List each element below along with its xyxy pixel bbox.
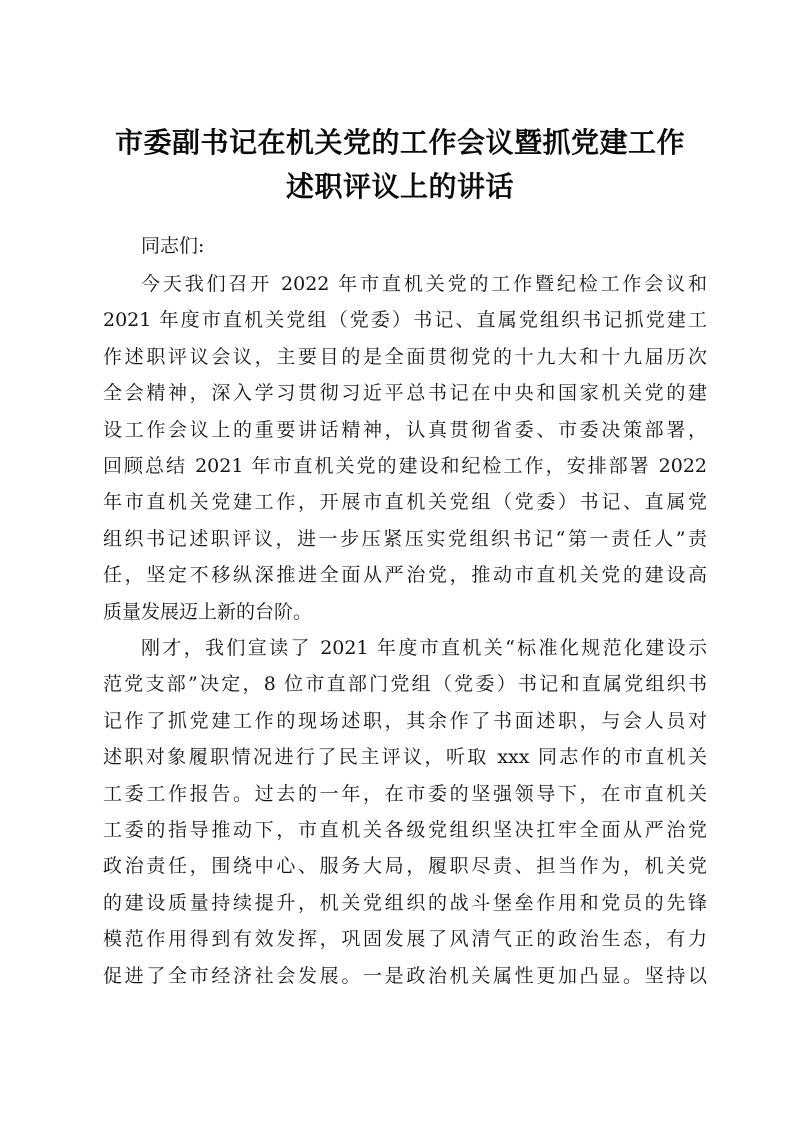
paragraph-line: 今天我们召开 2022 年市直机关党的工作暨纪检工作会议和 [141, 273, 707, 295]
paragraph-line: 的建设质量持续提升，机关党组织的战斗堡垒作用和党员的先锋 [103, 891, 707, 914]
paragraph-line: 作述职评议会议，主要目的是全面贯彻党的十九大和十九届历次 [103, 345, 707, 368]
paragraph-line: 政治责任，围绕中心、服务大局，履职尽责、担当作为，机关党 [103, 855, 707, 878]
paragraph-line: 工委的指导推动下，市直机关各级党组织坚决扛牢全面从严治党 [103, 818, 707, 841]
paragraph-line: 范党支部”决定，8 位市直部门党组（党委）书记和直属党组织书 [103, 673, 707, 696]
salutation: 同志们: [141, 235, 205, 257]
paragraph-line: 回顾总结 2021 年市直机关党的建设和纪检工作，安排部署 2022 [103, 454, 707, 477]
document-title-line-2: 述职评议上的讲话 [285, 170, 514, 203]
paragraph-line: 年市直机关党建工作，开展市直机关党组（党委）书记、直属党 [103, 491, 707, 514]
paragraph-line: 述职对象履职情况进行了民主评议，听取 xxx 同志作的市直机关 [103, 746, 707, 769]
paragraph-1 [103, 266, 707, 630]
paragraph-2 [103, 630, 707, 994]
document-title-line-1: 市委副书记在机关党的工作会议暨抓党建工作 [114, 126, 685, 159]
paragraph-line: 质量发展迈上新的台阶。 [103, 600, 313, 623]
paragraph-line: 模范作用得到有效发挥，巩固发展了风清气正的政治生态，有力 [103, 928, 707, 951]
paragraph-line: 设工作会议上的重要讲话精神，认真贯彻省委、市委决策部署， [103, 418, 707, 441]
paragraph-line: 工委工作报告。过去的一年，在市委的坚强领导下，在市直机关 [103, 782, 707, 805]
paragraph-line: 刚才，我们宣读了 2021 年度市直机关“标准化规范化建设示 [141, 637, 707, 659]
paragraph-line: 记作了抓党建工作的现场述职，其余作了书面述职，与会人员对 [103, 709, 707, 732]
paragraph-line: 全会精神，深入学习贯彻习近平总书记在中央和国家机关党的建 [103, 382, 707, 405]
paragraph-line: 组织书记述职评议，进一步压紧压实党组织书记“第一责任人”责 [103, 527, 707, 550]
paragraph-line: 促进了全市经济社会发展。一是政治机关属性更加凸显。坚持以 [103, 964, 707, 987]
paragraph-line: 2021 年度市直机关党组（党委）书记、直属党组织书记抓党建工 [103, 309, 707, 332]
paragraph-line: 任，坚定不移纵深推进全面从严治党，推动市直机关党的建设高 [103, 564, 707, 587]
